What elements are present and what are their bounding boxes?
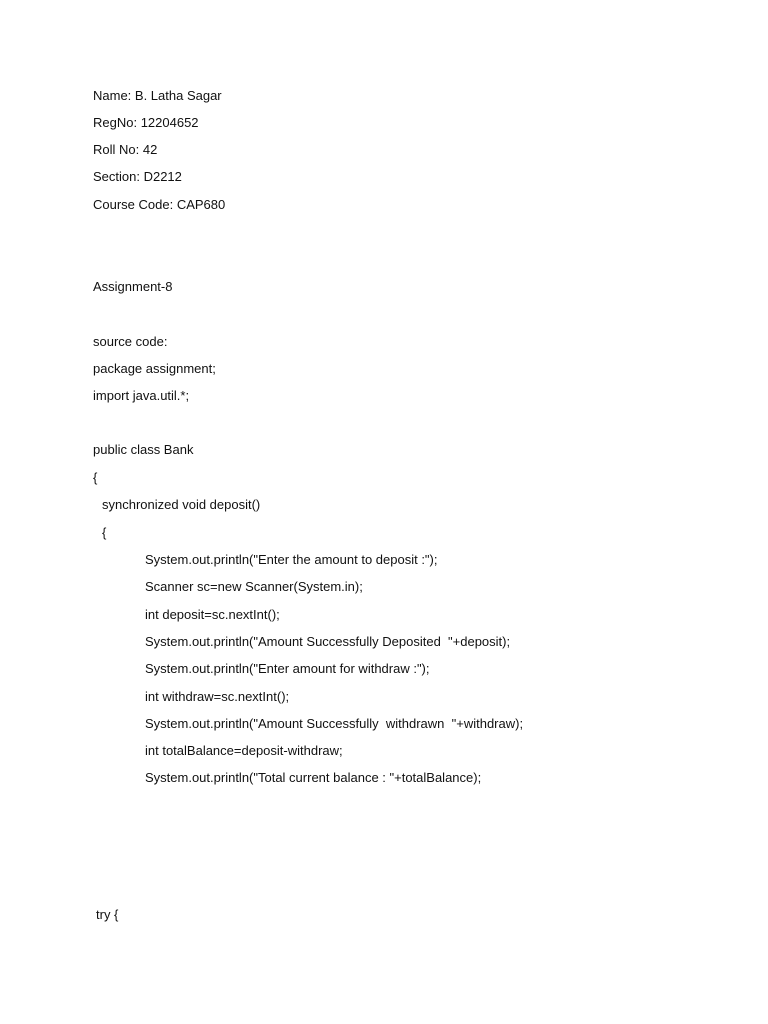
code-line-method-open-brace: {: [102, 525, 107, 540]
code-line-package: package assignment;: [93, 361, 216, 376]
code-line-statement: int totalBalance=deposit-withdraw;: [145, 743, 343, 758]
code-line-statement: int deposit=sc.nextInt();: [145, 607, 280, 622]
course-code: Course Code: CAP680: [93, 197, 226, 212]
registration-number: RegNo: 12204652: [93, 115, 199, 130]
code-heading: source code:: [93, 334, 168, 349]
code-line-statement: System.out.println("Amount Successfully withdrawn "+withdraw);: [145, 716, 524, 731]
code-line-statement: System.out.println("Enter the amount to deposit :");: [145, 552, 438, 567]
code-line-try-open: try {: [96, 907, 119, 922]
student-name: Name: B. Latha Sagar: [93, 88, 222, 103]
code-line-class-open-brace: {: [93, 470, 98, 485]
code-line-import: import java.util.*;: [93, 388, 190, 403]
assignment-title: Assignment-8: [93, 279, 173, 294]
code-line-statement: Scanner sc=new Scanner(System.in);: [145, 579, 363, 594]
code-line-statement: int withdraw=sc.nextInt();: [145, 689, 290, 704]
code-line-class-declaration: public class Bank: [93, 442, 194, 457]
code-line-method-declaration: synchronized void deposit(): [102, 497, 261, 512]
section: Section: D2212: [93, 169, 182, 184]
code-line-statement: System.out.println("Enter amount for withdraw :");: [145, 661, 430, 676]
code-line-statement: System.out.println("Amount Successfully Deposited "+deposit);: [145, 634, 511, 649]
roll-number: Roll No: 42: [93, 142, 158, 157]
code-line-statement: System.out.println("Total current balance : "+totalBalance);: [145, 770, 482, 785]
